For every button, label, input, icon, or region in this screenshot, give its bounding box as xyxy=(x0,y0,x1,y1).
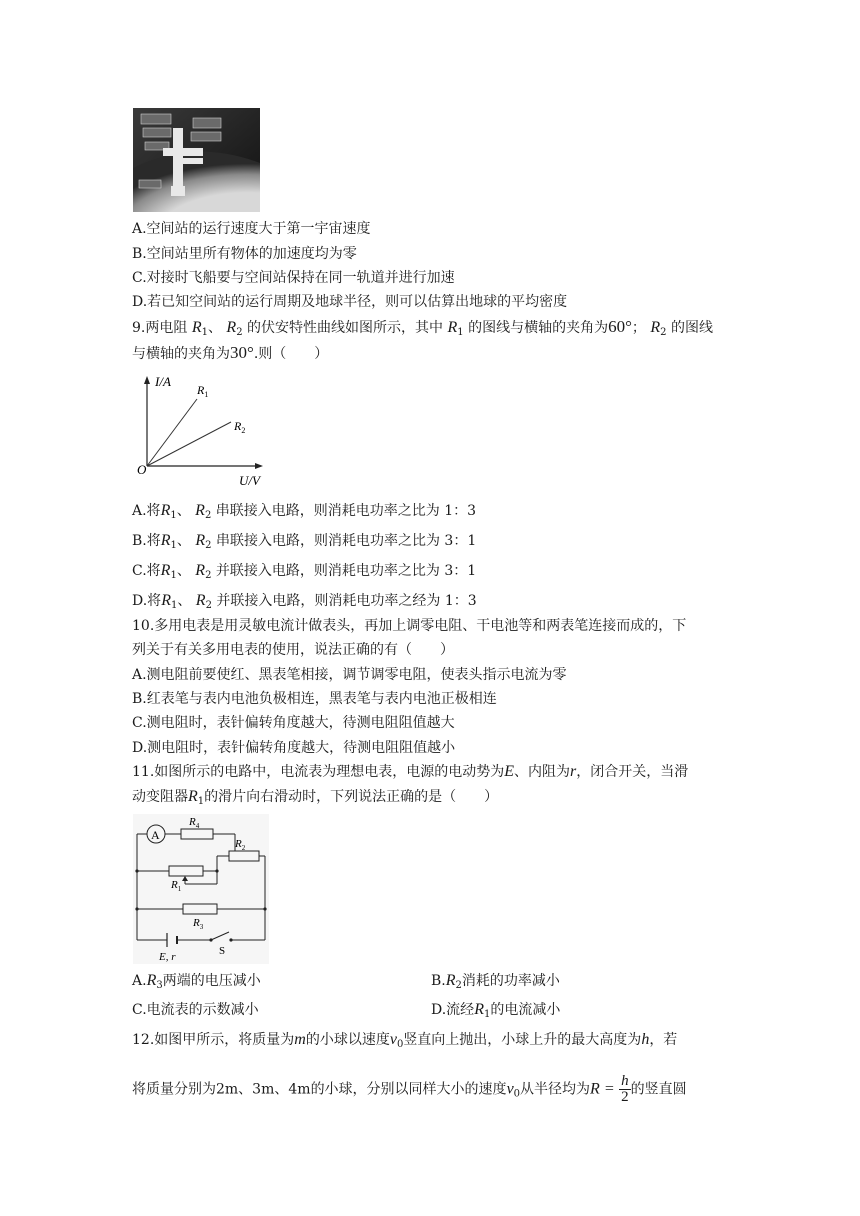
r3-label: $R_3$ xyxy=(193,917,204,931)
q9-option-b: B.将$R_1$、 $R_2$ 串联接入电路，则消耗电功率之比为 3：1 xyxy=(132,532,477,551)
q11-option-c: C.电流表的示数减小 xyxy=(132,1002,259,1018)
origin-label: O xyxy=(137,462,147,477)
q11-stem-line1: 11.如图所示的电路中，电流表为理想电表，电源的电动势为E、内阻为r，闭合开关，当滑 xyxy=(132,763,689,780)
q9-option-c: C.将$R_1$、 $R_2$ 并联接入电路，则消耗电功率之比为 3：1 xyxy=(132,562,477,581)
y-axis-arrow xyxy=(144,376,150,384)
q8-option-c: C.对接时飞船要与空间站保持在同一轨道并进行加速 xyxy=(132,270,455,286)
q9-option-a: A.将$R_1$、 $R_2$ 串联接入电路，则消耗电功率之比为 1：3 xyxy=(132,502,477,521)
ammeter-label: A xyxy=(151,828,160,842)
q10-stem-line2: 列关于有关多用电表的使用，说法正确的有（ ） xyxy=(132,642,454,658)
q11-circuit-diagram xyxy=(133,814,269,964)
q10-option-c: C.测电阻时，表针偏转角度越大，待测电阻阻值越大 xyxy=(132,715,455,731)
x-axis-arrow xyxy=(255,463,263,469)
q9-stem-line2: 与横轴的夹角为30°.则（ ） xyxy=(132,343,329,362)
space-station-photo xyxy=(133,108,260,212)
r2-line xyxy=(147,422,231,466)
q10-stem-line1: 10.多用电表是用灵敏电流计做表头，再加上调零电阻、干电池等和两表笔连接而成的，下 xyxy=(132,618,687,634)
r4-label: $R_4$ xyxy=(189,816,200,830)
q8-option-a: A.空间站的运行速度大于第一宇宙速度 xyxy=(132,221,371,237)
y-axis-label: I/A xyxy=(155,374,171,389)
q10-option-a: A.测电阻前要使红、黑表笔相接，调节调零电阻，使表头指示电流为零 xyxy=(132,667,567,683)
q11-option-b: $B.R_2$消耗的功率减小 xyxy=(431,972,560,991)
r1-line xyxy=(147,399,197,466)
q10-option-d: D.测电阻时，表针偏转角度越大，待测电阻阻值越小 xyxy=(132,740,456,756)
q10-option-b: B.红表笔与表内电池负极相连，黑表笔与表内电池正极相连 xyxy=(132,691,497,707)
q11-stem-line2: 动变阻器$R_1$的滑片向右滑动时，下列说法正确的是（ ） xyxy=(132,788,499,807)
h-over-2-fraction: $\frac{h}{2}$ xyxy=(621,1073,629,1105)
r2-label: $R_2$ xyxy=(234,419,246,435)
r1-label: $R_1$ xyxy=(197,383,209,399)
q9-stem-line1: 9.两电阻 $R_1$、 $R_2$ 的伏安特性曲线如图所示，其中 $R_1$ 的图线与横轴的夹角为60°； $R_2$ 的图线 xyxy=(132,317,713,338)
q9-option-d: D.将$R_1$、 $R_2$ 并联接入电路，则消耗电功率之经为 1：3 xyxy=(132,592,477,611)
r1-label: $R_1$ xyxy=(171,879,182,893)
q11-option-a: $A.R_3$两端的电压减小 xyxy=(132,972,261,991)
q8-option-d: D.若已知空间站的运行周期及地球半径，则可以估算出地球的平均密度 xyxy=(132,294,568,310)
q12-stem-line2: 将质量分别为2m、3m、4m的小球，分别以同样大小的速度$v_0$从半径均为R = $\frac{h}{2}$ 的竖直圆 xyxy=(132,1073,687,1105)
switch-label: S xyxy=(219,945,226,957)
q8-option-b: B.空间站里所有物体的加速度均为零 xyxy=(132,246,357,262)
source-label: E, r xyxy=(159,951,176,963)
x-axis-label: U/V xyxy=(239,473,260,488)
q12-stem-line1: 12.如图甲所示，将质量为m的小球以速度$v_0$竖直向上抛出，小球上升的最大高度为h，若 xyxy=(132,1031,678,1050)
q11-option-d: D.流经$R_1$的电流减小 xyxy=(431,1001,561,1020)
r2-label: $R_2$ xyxy=(235,838,246,852)
q9-iu-graph xyxy=(135,372,270,490)
